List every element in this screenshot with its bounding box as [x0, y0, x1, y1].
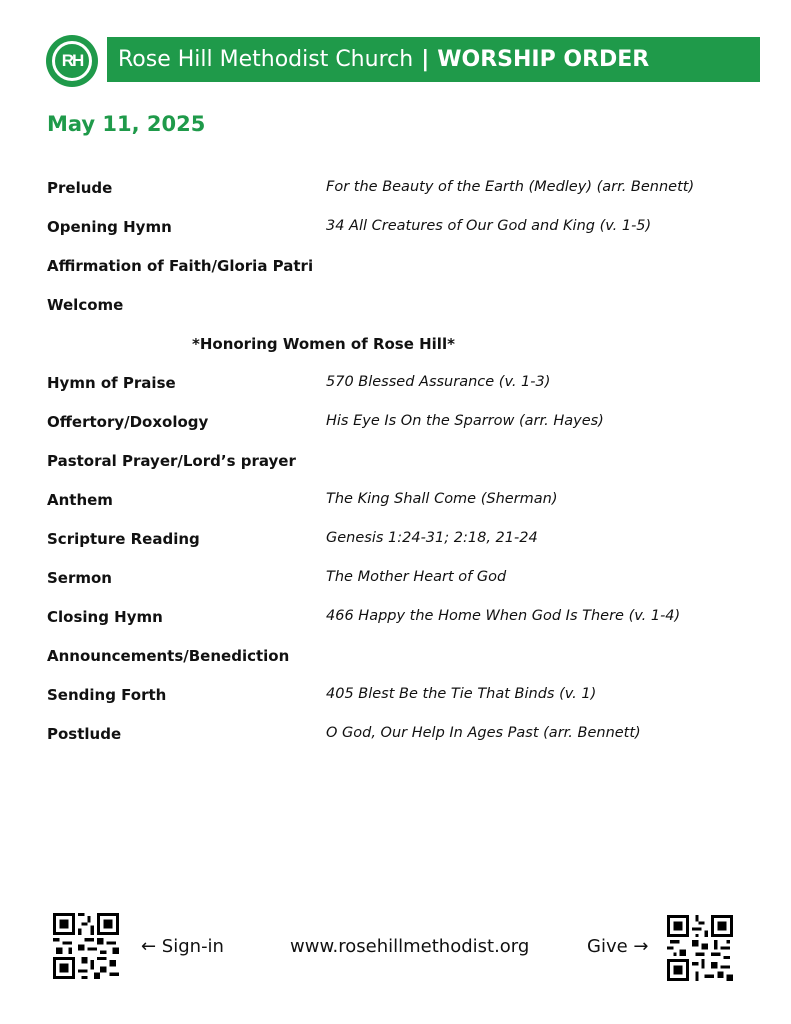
order-item-label: Announcements/Benediction: [47, 647, 290, 665]
order-item-value: Genesis 1:24-31; 2:18, 21-24: [326, 530, 538, 546]
order-item: [47, 452, 747, 476]
order-item-label: Scripture Reading: [47, 530, 200, 548]
order-item-label: Sermon: [47, 569, 112, 587]
service-date: May 11, 2025: [47, 112, 206, 136]
order-item-label: Hymn of Praise: [47, 374, 176, 392]
order-item: [47, 218, 747, 242]
order-item: [47, 179, 747, 203]
title-separator: |: [421, 47, 430, 72]
order-item: [47, 491, 747, 515]
order-item-value: 405 Blest Be the Tie That Binds (v. 1): [326, 686, 597, 702]
order-item-value: 466 Happy the Home When God Is There (v. 1-4): [326, 608, 681, 624]
order-item: [47, 569, 747, 593]
special-note: *Honoring Women of Rose Hill*: [192, 335, 455, 353]
website-link[interactable]: www.rosehillmethodist.org: [290, 936, 530, 957]
give-qr-code-icon[interactable]: [667, 915, 733, 981]
order-item-value: The King Shall Come (Sherman): [326, 491, 558, 507]
logo-monogram: RH: [61, 51, 83, 70]
order-item-value: For the Beauty of the Earth (Medley) (arr. Bennett): [326, 179, 695, 195]
order-item-label: Postlude: [47, 725, 122, 743]
order-item-label: Sending Forth: [47, 686, 167, 704]
order-item-value: The Mother Heart of God: [326, 569, 507, 585]
order-item-label: Affirmation of Faith/Gloria Patri: [47, 257, 314, 275]
order-item-label: Pastoral Prayer/Lord’s prayer: [47, 452, 296, 470]
church-name: Rose Hill Methodist Church: [118, 47, 414, 72]
order-item: [47, 374, 747, 398]
order-item: [47, 647, 747, 671]
order-item: [47, 686, 747, 710]
order-item-value: 34 All Creatures of Our God and King (v. 1-5): [326, 218, 652, 234]
order-item-value: O God, Our Help In Ages Past (arr. Bennett): [326, 725, 641, 741]
order-item: [47, 296, 747, 320]
signin-label[interactable]: ← Sign-in: [141, 936, 224, 957]
order-item: [47, 608, 747, 632]
order-item-value: His Eye Is On the Sparrow (arr. Hayes): [326, 413, 604, 429]
signin-qr-code-icon[interactable]: [53, 913, 119, 979]
order-item-label: Offertory/Doxology: [47, 413, 209, 431]
church-logo: [46, 35, 98, 87]
order-item-label: Anthem: [47, 491, 113, 509]
order-item-label: Prelude: [47, 179, 113, 197]
order-item: [47, 257, 747, 281]
document-title: WORSHIP ORDER: [437, 47, 650, 72]
order-item-label: Welcome: [47, 296, 124, 314]
header-banner: [107, 37, 760, 82]
order-item: [47, 530, 747, 554]
give-label[interactable]: Give →: [587, 936, 649, 957]
order-item-label: Opening Hymn: [47, 218, 172, 236]
logo-ring: [52, 41, 92, 81]
order-item: [47, 725, 747, 749]
order-item-label: Closing Hymn: [47, 608, 163, 626]
order-item: [47, 413, 747, 437]
order-item-value: 570 Blessed Assurance (v. 1-3): [326, 374, 551, 390]
